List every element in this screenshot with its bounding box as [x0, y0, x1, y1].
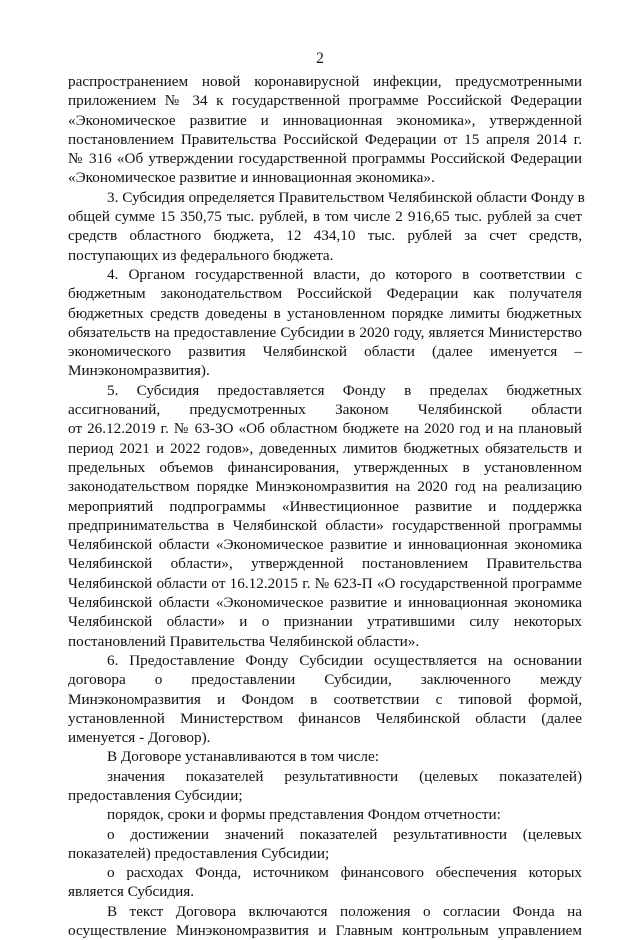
text-line: средств областного бюджета, 12 434,10 тыс. рублей за счет средств, [68, 227, 582, 245]
text-line: является Субсидия. [68, 883, 194, 901]
text-line: 6. Предоставление Фонду Субсидии осуществляется на основании [107, 651, 582, 669]
text-line: предпринимательства в Челябинской области» государственной программы [68, 516, 582, 534]
text-line: постановлением Правительства Российской Федерации от 15 апреля 2014 г. [68, 130, 582, 148]
text-line: Минэкономразвития). [68, 362, 210, 380]
text-line: общей сумме 15 350,75 тыс. рублей, в том числе 2 916,65 тыс. рублей за счет [68, 208, 582, 226]
text-line: Челябинской области «Экономическое развитие и инновационная экономика [68, 536, 582, 554]
text-line: приложением № 34 к государственной программе Российской Федерации [68, 92, 582, 110]
text-line: обязательств на предоставление Субсидии в 2020 году, является Министерство [68, 323, 582, 341]
text-line: установленной Министерством финансов Челябинской области (далее [68, 709, 582, 727]
text-line: Челябинской области «Экономическое развитие и инновационная экономика [68, 594, 582, 612]
text-line: В текст Договора включаются положения о согласии Фонда на [107, 902, 582, 920]
text-line: бюджетных средств доведены в установленном порядке лимиты бюджетных [68, 304, 582, 322]
text-line: о достижении значений показателей результативности (целевых [107, 825, 582, 843]
text-line: «Экономическое развитие и инновационная экономика». [68, 169, 435, 187]
text-line: ассигнований, предусмотренных Законом Челябинской области [68, 401, 582, 419]
text-line: предельных объемов финансирования, утвержденных в установленном [68, 458, 582, 476]
text-line: именуется - Договор). [68, 729, 211, 747]
text-line: Челябинской области от 16.12.2015 г. № 623-П «О государственной программе [68, 574, 582, 592]
text-line: бюджетным законодательством Российской Федерации как получателя [68, 285, 582, 303]
text-line: осуществление Минэкономразвития и Главным контрольным управлением [68, 922, 582, 940]
text-line: № 316 «Об утверждении государственной программы Российской Федерации [68, 150, 582, 168]
text-line: Челябинской области», утвержденной постановлением Правительства [68, 555, 582, 573]
text-line: Минэкономразвития и Фондом в соответствии с типовой формой, [68, 690, 582, 708]
text-line: 4. Органом государственной власти, до которого в соответствии с [107, 265, 582, 283]
text-line: законодательством порядке Минэкономразвития на 2020 год на реализацию [68, 478, 582, 496]
text-line: поступающих из федерального бюджета. [68, 246, 334, 264]
text-line: мероприятий подпрограммы «Инвестиционное развитие и поддержка [68, 497, 582, 515]
text-line: экономического развития Челябинской области (далее именуется – [68, 343, 582, 361]
text-line: постановлений Правительства Челябинской области». [68, 632, 420, 650]
text-line: «Экономическое развитие и инновационная экономика», утвержденной [68, 111, 582, 129]
text-line: от 26.12.2019 г. № 63-ЗО «Об областном бюджете на 2020 год и на плановый [68, 420, 582, 438]
text-line: В Договоре устанавливаются в том числе: [107, 748, 379, 766]
page-number: 2 [316, 50, 324, 67]
text-line: о расходах Фонда, источником финансового обеспечения которых [107, 864, 582, 882]
text-line: порядок, сроки и формы представления Фондом отчетности: [107, 806, 501, 824]
text-line: период 2021 и 2022 годов», доведенных лимитов бюджетных обязательств и [68, 439, 582, 457]
text-line: предоставления Субсидии; [68, 786, 243, 804]
text-line: Челябинской области» и о признании утратившими силу некоторых [68, 613, 582, 631]
text-line: 3. Субсидия определяется Правительством Челябинской области Фонду в [107, 188, 585, 206]
text-line: 5. Субсидия предоставляется Фонду в пределах бюджетных [107, 381, 582, 399]
text-line: распространением новой коронавирусной инфекции, предусмотренными [68, 73, 582, 90]
text-line: показателей) предоставления Субсидии; [68, 844, 330, 862]
text-line: значения показателей результативности (целевых показателей) [107, 767, 582, 785]
document-body [68, 72, 585, 940]
text-line: договора о предоставлении Субсидии, заключенного между [68, 671, 582, 689]
